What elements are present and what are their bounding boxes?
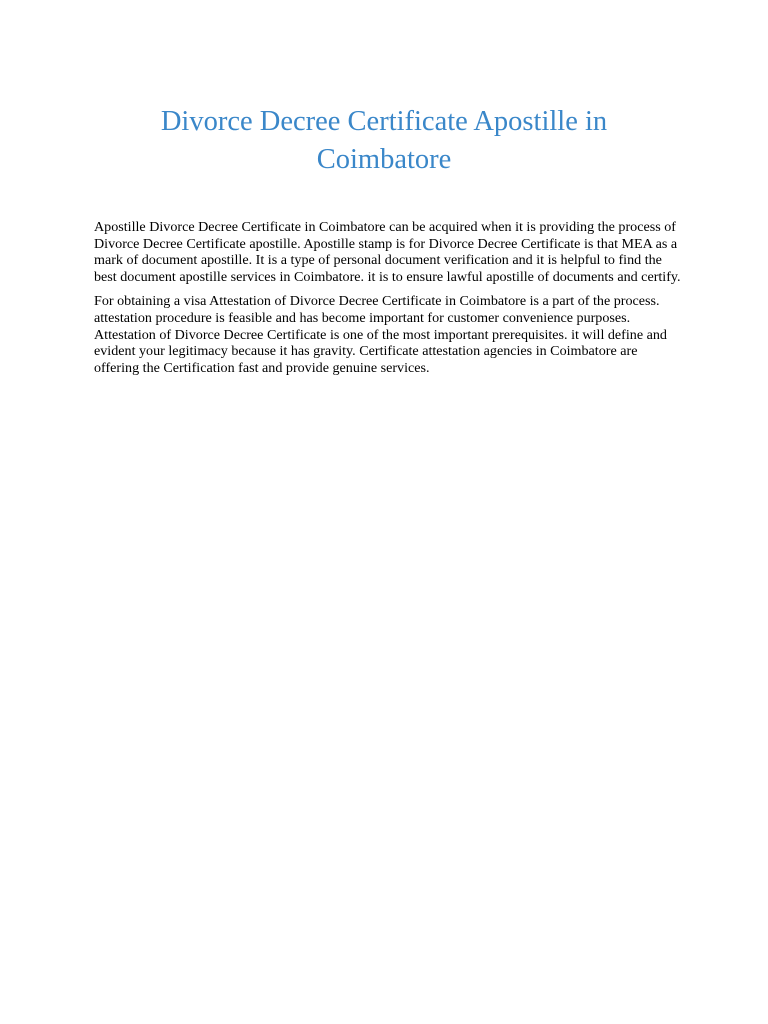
paragraph-1: Apostille Divorce Decree Certificate in Coimbatore can be acquired when it is providing the process of Divorce Decree Certificate apostille. Apostille stamp is for Divorce Decree Certificate is that MEA as a mark of document apostille. It is a type of personal document verification and it is helpful to find the best document apostille services in Coimbatore. it is to ensure lawful apostille of documents and certify. — [94, 219, 681, 285]
document-body — [94, 219, 684, 384]
paragraph-2: For obtaining a visa Attestation of Divorce Decree Certificate in Coimbatore is a part of the process. attestation procedure is feasible and has become important for customer convenience purposes. Attestation of Divorce Decree Certificate is one of the most important prerequisites. it will define and evident your legitimacy because it has gravity. Certificate attestation agencies in Coimbatore are offering the Certification fast and provide genuine services. — [94, 293, 667, 376]
document-title: Divorce Decree Certificate Apostille in Coimbatore — [160, 106, 608, 175]
